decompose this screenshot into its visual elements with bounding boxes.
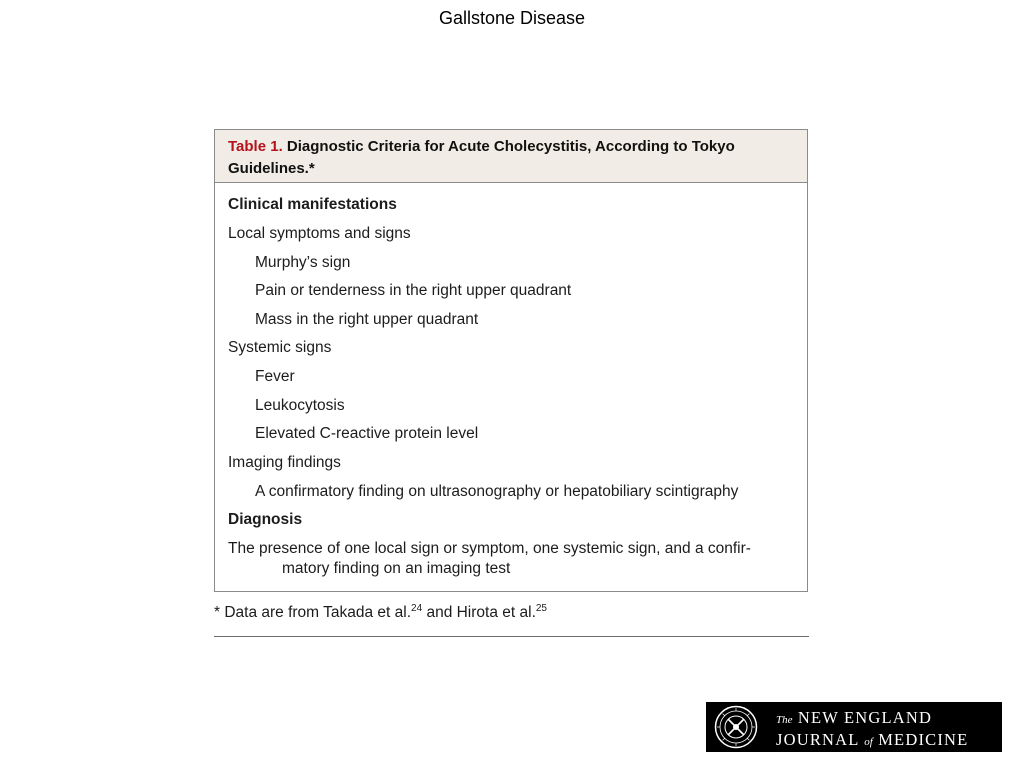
criteria-table (214, 129, 808, 592)
table-label: Table 1. (228, 138, 283, 155)
row-confirmatory-finding: A confirmatory finding on ultrasonography or hepatobiliary scintigraphy (255, 483, 739, 500)
nejm-logo (706, 702, 1002, 752)
footnote-divider (214, 636, 809, 637)
row-leukocytosis: Leukocytosis (255, 397, 345, 414)
table-header (215, 130, 807, 183)
journal-line1: NEW ENGLAND (797, 708, 933, 727)
row-diagnosis: Diagnosis (228, 511, 303, 528)
footnote-prefix: * Data are from Takada et al. (214, 604, 412, 621)
journal-of: of (864, 736, 873, 748)
table-title-line2: Guidelines.* (228, 160, 315, 177)
row-crp: Elevated C-reactive protein level (255, 425, 479, 442)
row-systemic-signs: Systemic signs (228, 339, 332, 356)
nejm-seal-icon (714, 705, 758, 749)
footnote-middle: and Hirota et al. (422, 604, 536, 621)
row-clinical-manifestations: Clinical manifestations (228, 196, 397, 213)
footnote-ref-24: 24 (411, 603, 423, 614)
row-diagnosis-text (228, 539, 794, 579)
row-fever: Fever (255, 368, 295, 385)
table-footnote (214, 602, 547, 624)
row-ruq-mass: Mass in the right upper quadrant (255, 311, 479, 328)
footnote-ref-25: 25 (535, 603, 547, 614)
journal-line2b: MEDICINE (878, 730, 969, 749)
journal-name (776, 708, 968, 752)
row-imaging-findings: Imaging findings (228, 454, 341, 471)
slide-title: Gallstone Disease (438, 8, 586, 28)
diagnosis-line2: matory finding on an imaging test (282, 560, 511, 577)
table-title-line1: Diagnostic Criteria for Acute Cholecystitis, According to Tokyo (286, 138, 735, 155)
row-murphys-sign: Murphy’s sign (255, 254, 351, 271)
row-local-symptoms: Local symptoms and signs (228, 225, 411, 242)
journal-the: The (776, 714, 793, 726)
row-ruq-pain: Pain or tenderness in the right upper quadrant (255, 282, 572, 299)
journal-line2a: JOURNAL (776, 730, 859, 749)
diagnosis-line1: The presence of one local sign or symptom, one systemic sign, and a confir- (228, 540, 751, 557)
